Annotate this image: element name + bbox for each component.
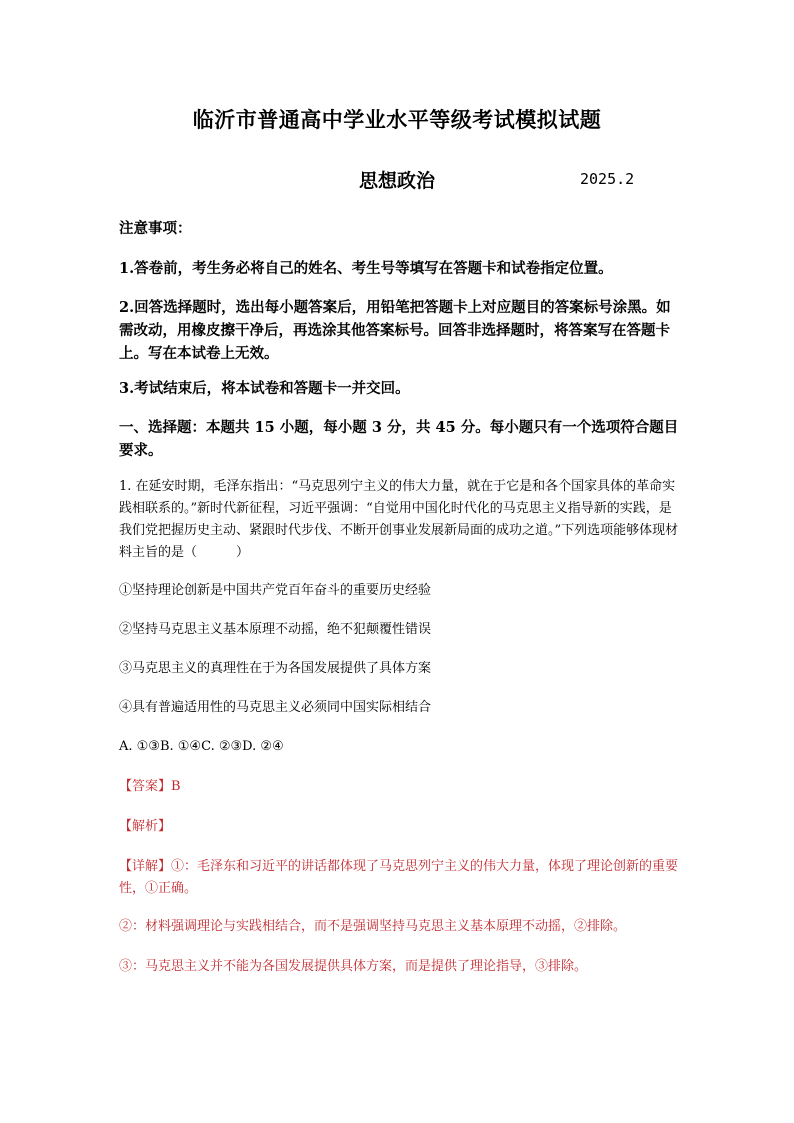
answer-options: A. ①③B. ①④C. ②③D. ②④ [119, 739, 284, 754]
analysis-note-3: ③：马克思主义并不能为各国发展提供具体方案，而是提供了理论指导，③排除。 [119, 959, 588, 974]
statement-2: ②坚持马克思主义基本原理不动摇，绝不犯颠覆性错误 [119, 622, 432, 637]
subject-title: 思想政治 [359, 170, 436, 192]
notice-item-1: 1.答卷前，考生务必将自己的姓名、考生号等填写在答题卡和试卷指定位置。 [119, 260, 613, 277]
notice-item-3: 3.考试结束后，将本试卷和答题卡一并交回。 [119, 380, 410, 397]
notice-heading: 注意事项： [119, 220, 192, 237]
statement-3: ③马克思主义的真理性在于为各国发展提供了具体方案 [119, 661, 432, 676]
analysis-label: 【解析】 [119, 819, 172, 834]
exam-date: 2025.2 [580, 170, 635, 188]
answer-label: 【答案】B [119, 779, 181, 794]
statement-1: ①坚持理论创新是中国共产党百年奋斗的重要历史经验 [119, 583, 432, 598]
question-stem: 1. 在延安时期，毛泽东指出：“马克思列宁主义的伟大力量，就在于它是和各个国家具体的革命实践相联系的。”新时代新征程，习近平强调：“自觉用中国化时代化的马克思主义指导新的实践，是我们党把握历史主动、紧跟时代步伐、不断开创事业发展新局面的成功之道。”下列选项能够体现材料主旨的是（ ） [119, 479, 679, 560]
exam-title: 临沂市普通高中学业水平等级考试模拟试题 [192, 107, 602, 132]
statement-4: ④具有普遍适用性的马克思主义必须同中国实际相结合 [119, 700, 432, 715]
notice-item-2: 2.回答选择题时，选出每小题答案后，用铅笔把答题卡上对应题目的答案标号涂黑。如需改动，用橡皮擦干净后，再选涂其他答案标号。回答非选择题时，将答案写在答题卡上。写在本试卷上无效。 [119, 299, 671, 362]
detail-analysis: 【详解】①：毛泽东和习近平的讲话都体现了马克思列宁主义的伟大力量，体现了理论创新的重要性，①正确。 [119, 859, 679, 896]
section-heading: 一、选择题：本题共 15 小题，每小题 3 分，共 45 分。每小题只有一个选项符合题目要求。 [119, 419, 679, 459]
analysis-note-2: ②：材料强调理论与实践相结合，而不是强调坚持马克思主义基本原理不动摇，②排除。 [119, 919, 627, 934]
